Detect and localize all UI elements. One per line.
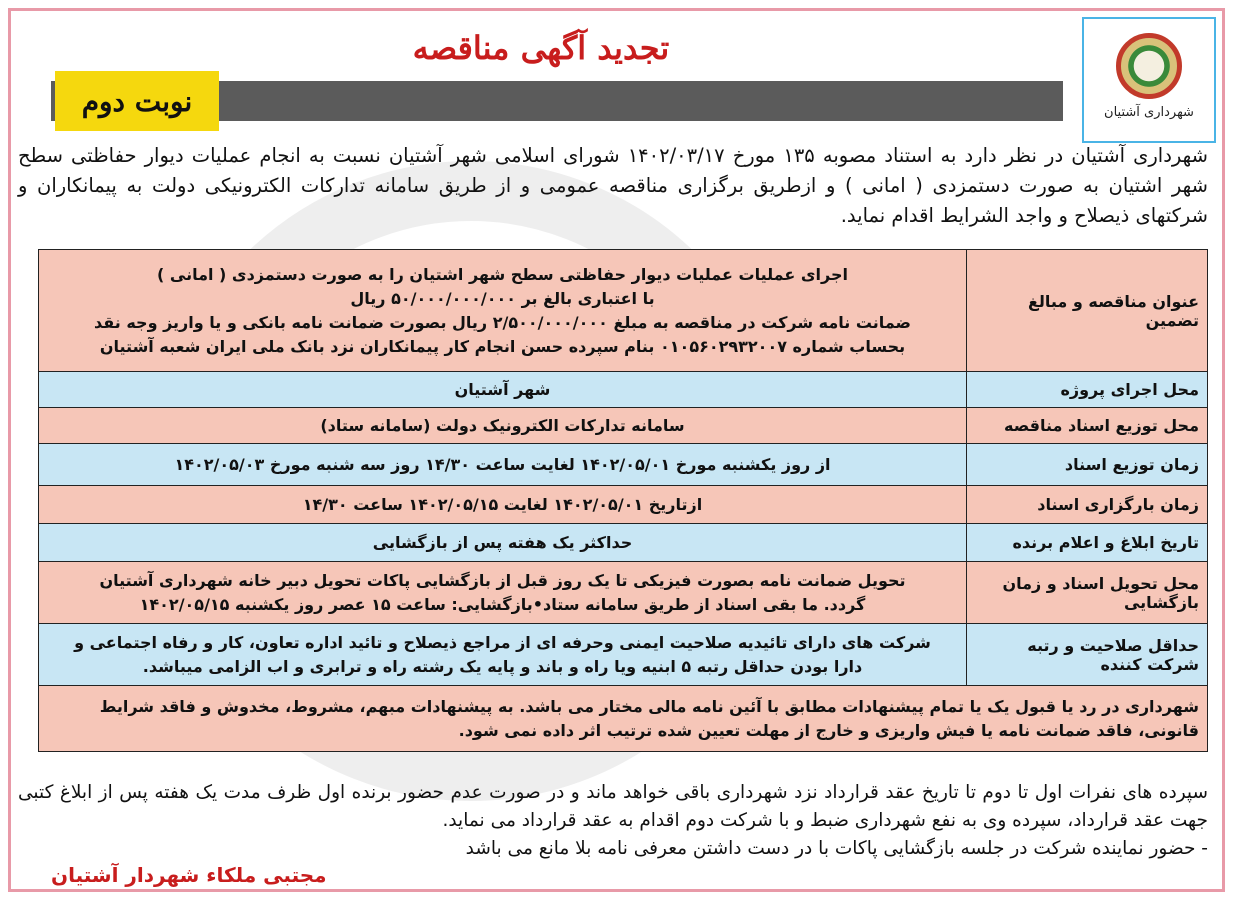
row-value [39,444,967,486]
row-label: زمان توزیع اسناد [967,444,1208,486]
row-value [39,408,967,444]
round-badge: نوبت دوم [55,71,219,131]
table-row [39,444,1208,486]
row-value [39,486,967,524]
value-line: اجرای عملیات عملیات دیوار حفاظتی سطح شهر اشتیان را به صورت دستمزدی ( امانی ) [157,264,848,284]
row-label: محل اجرای پروژه [967,372,1208,408]
value-line: شرکت های دارای تائیدیه صلاحیت ایمنی وحرفه ای از مراجع ذیصلاح و تائید اداره تعاون، کار و رفاه اجتماعی و [74,632,931,652]
row-value [39,250,967,372]
value-line: با اعتباری بالغ بر ۵۰/۰۰۰/۰۰۰/۰۰۰ ریال [350,288,655,308]
tender-table [38,249,1208,752]
value-line: تحویل ضمانت نامه بصورت فیزیکی تا یک روز قبل از بازگشایی پاکات تحویل دبیر خانه شهرداری آشتیان [99,570,906,590]
row-label: محل توزیع اسناد مناقصه [967,408,1208,444]
row-value [39,562,967,624]
value-line: بحساب شماره ۰۱۰۵۶۰۲۹۳۲۰۰۷ بنام سپرده حسن انجام کار پیمانکاران نزد بانک ملی ایران شعبه آشتیان [99,336,906,356]
row-label: محل تحویل اسناد و زمان بازگشایی [967,562,1208,624]
row-value [39,372,967,408]
value-line: ضمانت نامه شرکت در مناقصه به مبلغ ۲/۵۰۰/۰۰۰/۰۰۰ ریال بصورت ضمانت نامه بانکی و یا واریز وجه نقد [94,312,911,332]
row-label: زمان بارگزاری اسناد [967,486,1208,524]
value-line: دارا بودن حداقل رتبه ۵ ابنیه ویا راه و باند و پایه یک رشته راه و ترابری و اب الزامی میباشد. [142,656,863,676]
emblem-icon [1116,33,1182,99]
table-row [39,624,1208,686]
row-label: حداقل صلاحیت و رتبه شرکت کننده [967,624,1208,686]
table-row [39,524,1208,562]
value-line: از روز یکشنبه مورخ ۱۴۰۲/۰۵/۰۱ لغایت ساعت ۱۴/۳۰ روز سه شنبه مورخ ۱۴۰۲/۰۵/۰۳ [174,454,831,474]
table-row [39,562,1208,624]
mayor-signature: مجتبی ملکاء شهردار آشتیان [51,863,327,887]
note-line: شهرداری در رد یا قبول یک یا تمام پیشنهادات مطابق با آئین نامه مالی مختار می باشد. به پیشنهادات مبهم، مشروط، مخدوش و فاقد شرایط [99,696,1199,716]
table-row [39,372,1208,408]
table-note-row [39,686,1208,752]
row-value [39,624,967,686]
value-line: حداکثر یک هفته پس از بازگشایی [372,532,633,552]
footer-text [18,779,1208,863]
table-row [39,486,1208,524]
row-value [39,524,967,562]
attendance-note: - حضور نماینده شرکت در جلسه بازگشایی پاکات با در دست داشتن معرفی نامه بلا مانع می باشد [465,838,1208,859]
table-row [39,250,1208,372]
table-note [39,686,1208,752]
table-row [39,408,1208,444]
municipality-logo [1082,17,1216,143]
notice-title: تجدید آگهی مناقصه [412,29,670,67]
value-line: گردد. ما بقی اسناد از طریق سامانه ستاد•بازگشایی: ساعت ۱۵ عصر روز یکشنبه ۱۴۰۲/۰۵/۱۵ [139,594,866,614]
notice-page [8,8,1225,892]
row-label: تاریخ ابلاغ و اعلام برنده [967,524,1208,562]
value-line: سامانه تدارکات الکترونیک دولت (سامانه ستاد) [320,415,685,435]
intro-paragraph: شهرداری آشتیان در نظر دارد به استناد مصوبه ۱۳۵ مورخ ۱۴۰۲/۰۳/۱۷ شورای اسلامی شهر آشتیان نسبت به انجام عملیات دیوار حفاظتی سطح شهر اشتیان به صورت دستمزدی ( امانی ) و ازطریق برگزاری مناقصه عمومی و از طریق سامانه تدارکات الکترونیکی دولت به پیمانکاران و شرکتهای ذیصلاح و واجد الشرایط اقدام نماید. [18,144,1208,227]
note-line: قانونی، فاقد ضمانت نامه یا فیش واریزی و خارج از مهلت تعیین شده ترتیب اثر داده نمی شود. [458,720,1199,740]
value-line: ازتاریخ ۱۴۰۲/۰۵/۰۱ لغایت ۱۴۰۲/۰۵/۱۵ ساعت ۱۴/۳۰ [302,494,703,514]
value-line: شهر آشتیان [454,379,551,399]
row-label: عنوان مناقصه و مبالغ تضمین [967,250,1208,372]
logo-caption: شهرداری آشتیان [1104,105,1194,120]
deposit-paragraph: سپرده های نفرات اول تا دوم تا تاریخ عقد قرارداد نزد شهرداری باقی خواهد ماند و در صورت عدم حضور برنده اول ظرف مدت یک هفته پس از ابلاغ کتبی جهت عقد قرارداد، سپرده وی به نفع شهرداری ضبط و با شرکت دوم اقدام به عقد قرارداد می نماید. [18,782,1208,831]
